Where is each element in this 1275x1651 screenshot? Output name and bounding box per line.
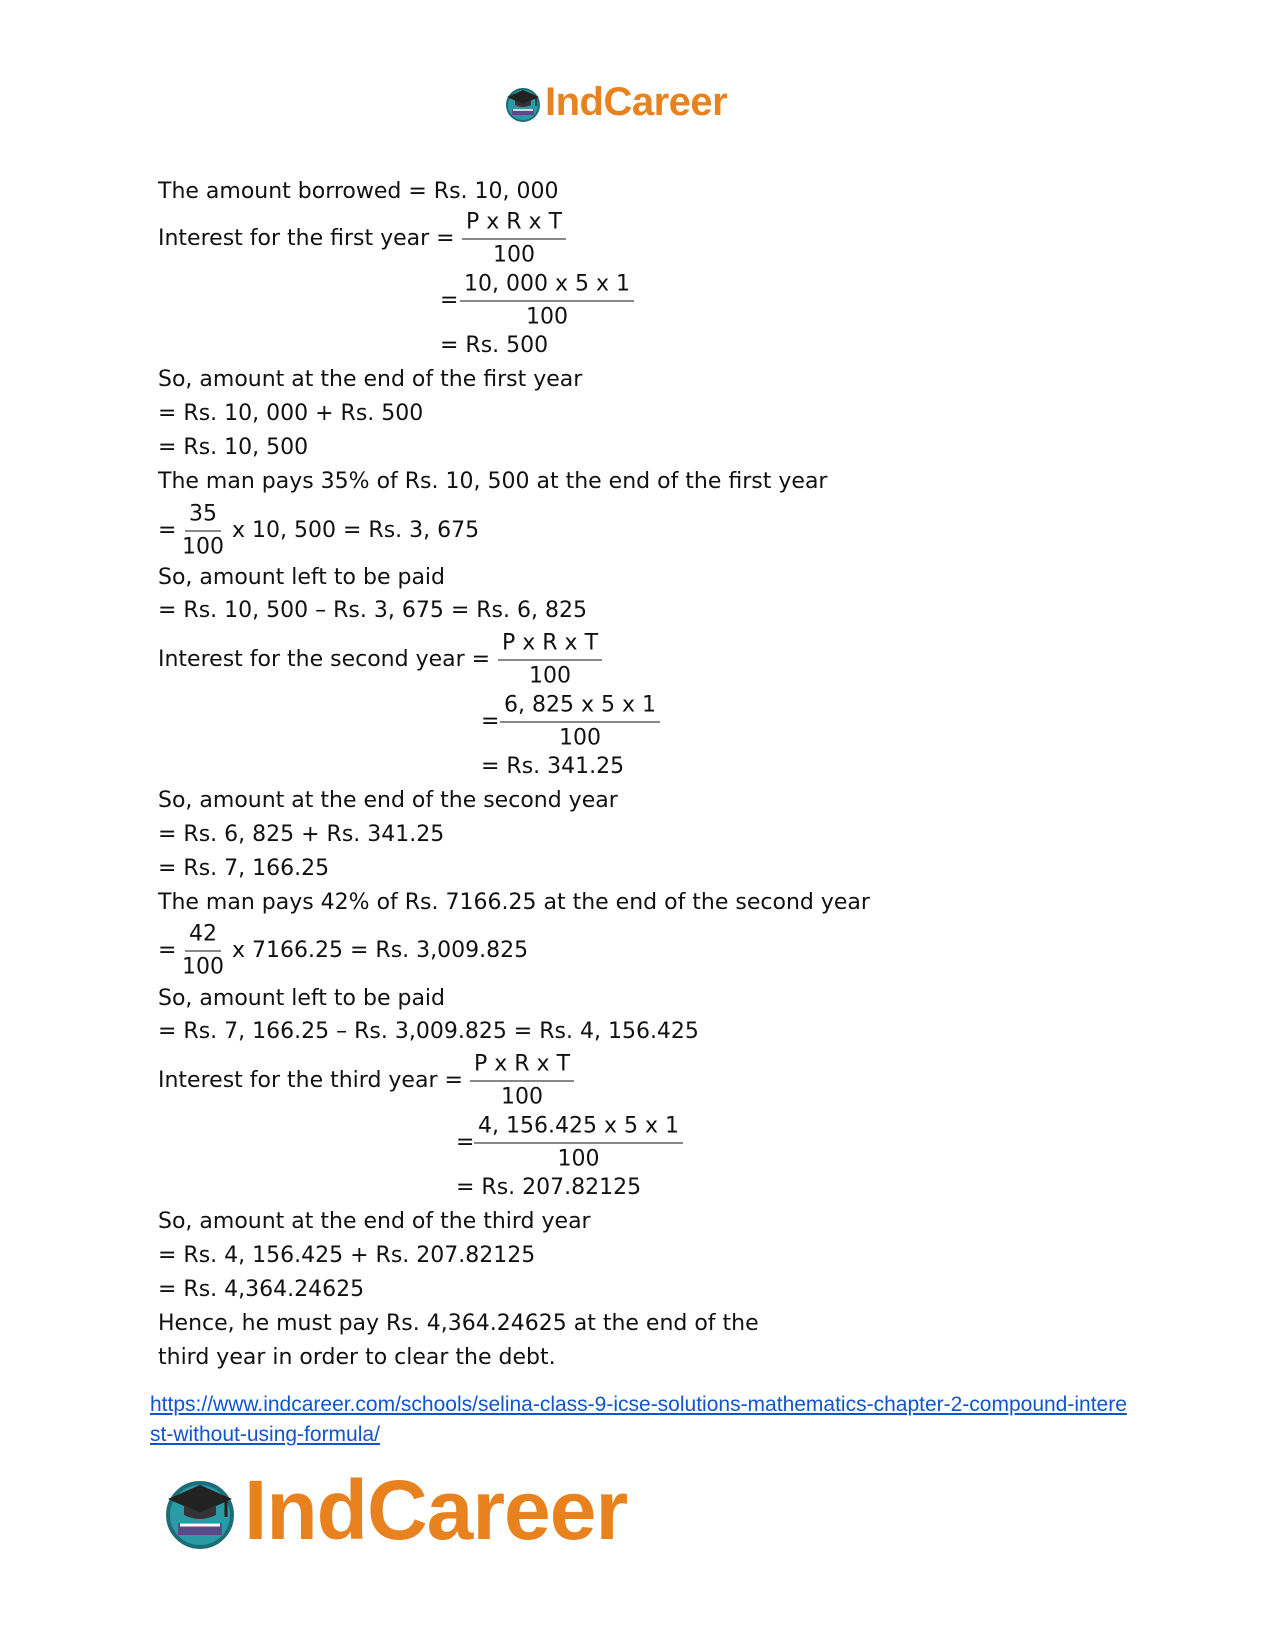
fraction-denominator: 100 (493, 242, 535, 268)
line-second-year-sum: = Rs. 6, 825 + Rs. 341.25 (158, 822, 445, 847)
fraction-prt-over-100-first (462, 209, 566, 270)
line-interest-second-year-label: Interest for the second year = (158, 647, 491, 672)
line-equals-sign: = (481, 709, 500, 734)
fraction-denominator: 100 (557, 1146, 600, 1172)
fraction-numerator: P x R x T (462, 209, 566, 240)
fraction-third-year-values (474, 1113, 683, 1174)
line-amount-end-third-year: So, amount at the end of the third year (158, 1209, 591, 1234)
line-first-payment-result: x 10, 500 = Rs. 3, 675 (232, 518, 480, 543)
fraction-42-over-100 (178, 921, 228, 982)
line-interest-first-year-label: Interest for the first year = (158, 226, 455, 251)
line-pays-42-percent: The man pays 42% of Rs. 7166.25 at the end of the second year (158, 890, 870, 915)
line-equals-sign: = (440, 288, 459, 313)
line-amount-end-first-year: So, amount at the end of the first year (158, 367, 583, 392)
line-third-year-total: = Rs. 4,364.24625 (158, 1277, 365, 1302)
source-link[interactable]: https://www.indcareer.com/schools/selina-class-9-icse-solutions-mathematics-chapter-2-compound-interest-without-using-formula/ (150, 1393, 1127, 1446)
line-second-year-total: = Rs. 7, 166.25 (158, 856, 330, 881)
line-conclusion-2: third year in order to clear the debt. (158, 1345, 556, 1370)
line-amount-left-second: So, amount left to be paid (158, 986, 446, 1011)
line-first-year-total: = Rs. 10, 500 (158, 435, 309, 460)
line-first-year-interest-result: = Rs. 500 (440, 333, 549, 358)
fraction-denominator: 100 (182, 534, 224, 560)
fraction-numerator: 4, 156.425 x 5 x 1 (474, 1113, 683, 1144)
fraction-denominator: 100 (525, 304, 568, 330)
line-third-year-sum: = Rs. 4, 156.425 + Rs. 207.82125 (158, 1243, 536, 1268)
line-pays-35-percent: The man pays 35% of Rs. 10, 500 at the end of the first year (158, 469, 828, 494)
line-interest-third-year-label: Interest for the third year = (158, 1068, 463, 1093)
fraction-numerator: P x R x T (498, 630, 602, 661)
line-conclusion-1: Hence, he must pay Rs. 4,364.24625 at the end of the (158, 1311, 759, 1336)
line-remaining-after-first: = Rs. 10, 500 – Rs. 3, 675 = Rs. 6, 825 (158, 598, 587, 623)
fraction-denominator: 100 (182, 954, 224, 980)
line-third-year-interest-result: = Rs. 207.82125 (456, 1175, 642, 1200)
fraction-numerator: 42 (185, 921, 221, 952)
line-remaining-after-second: = Rs. 7, 166.25 – Rs. 3,009.825 = Rs. 4, 156.425 (158, 1019, 699, 1044)
indcareer-logo-bottom (160, 1462, 627, 1559)
fraction-denominator: 100 (501, 1084, 543, 1110)
line-first-year-sum: = Rs. 10, 000 + Rs. 500 (158, 401, 424, 426)
fraction-numerator: 35 (185, 501, 221, 532)
fraction-numerator: 6, 825 x 5 x 1 (500, 692, 660, 723)
fraction-denominator: 100 (529, 663, 571, 689)
logo-wordmark: IndCareer (244, 1463, 628, 1557)
line-equals-sign: = (158, 938, 177, 963)
fraction-first-year-values (460, 271, 634, 332)
fraction-numerator: P x R x T (470, 1051, 574, 1082)
line-equals-sign: = (158, 518, 177, 543)
logo-wordmark: IndCareer (545, 80, 728, 124)
line-equals-sign: = (456, 1130, 475, 1155)
fraction-35-over-100 (178, 501, 228, 562)
line-second-year-interest-result: = Rs. 341.25 (481, 754, 625, 779)
fraction-second-year-values (500, 692, 660, 753)
line-second-payment-result: x 7166.25 = Rs. 3,009.825 (232, 938, 529, 963)
fraction-prt-over-100-third (470, 1051, 574, 1112)
line-amount-left-first: So, amount left to be paid (158, 565, 446, 590)
line-amount-borrowed: The amount borrowed = Rs. 10, 000 (158, 179, 559, 204)
graduation-cap-globe-icon (160, 1471, 240, 1551)
fraction-denominator: 100 (558, 725, 601, 751)
fraction-numerator: 10, 000 x 5 x 1 (460, 271, 634, 302)
line-amount-end-second-year: So, amount at the end of the second year (158, 788, 618, 813)
fraction-prt-over-100-second (498, 630, 602, 691)
